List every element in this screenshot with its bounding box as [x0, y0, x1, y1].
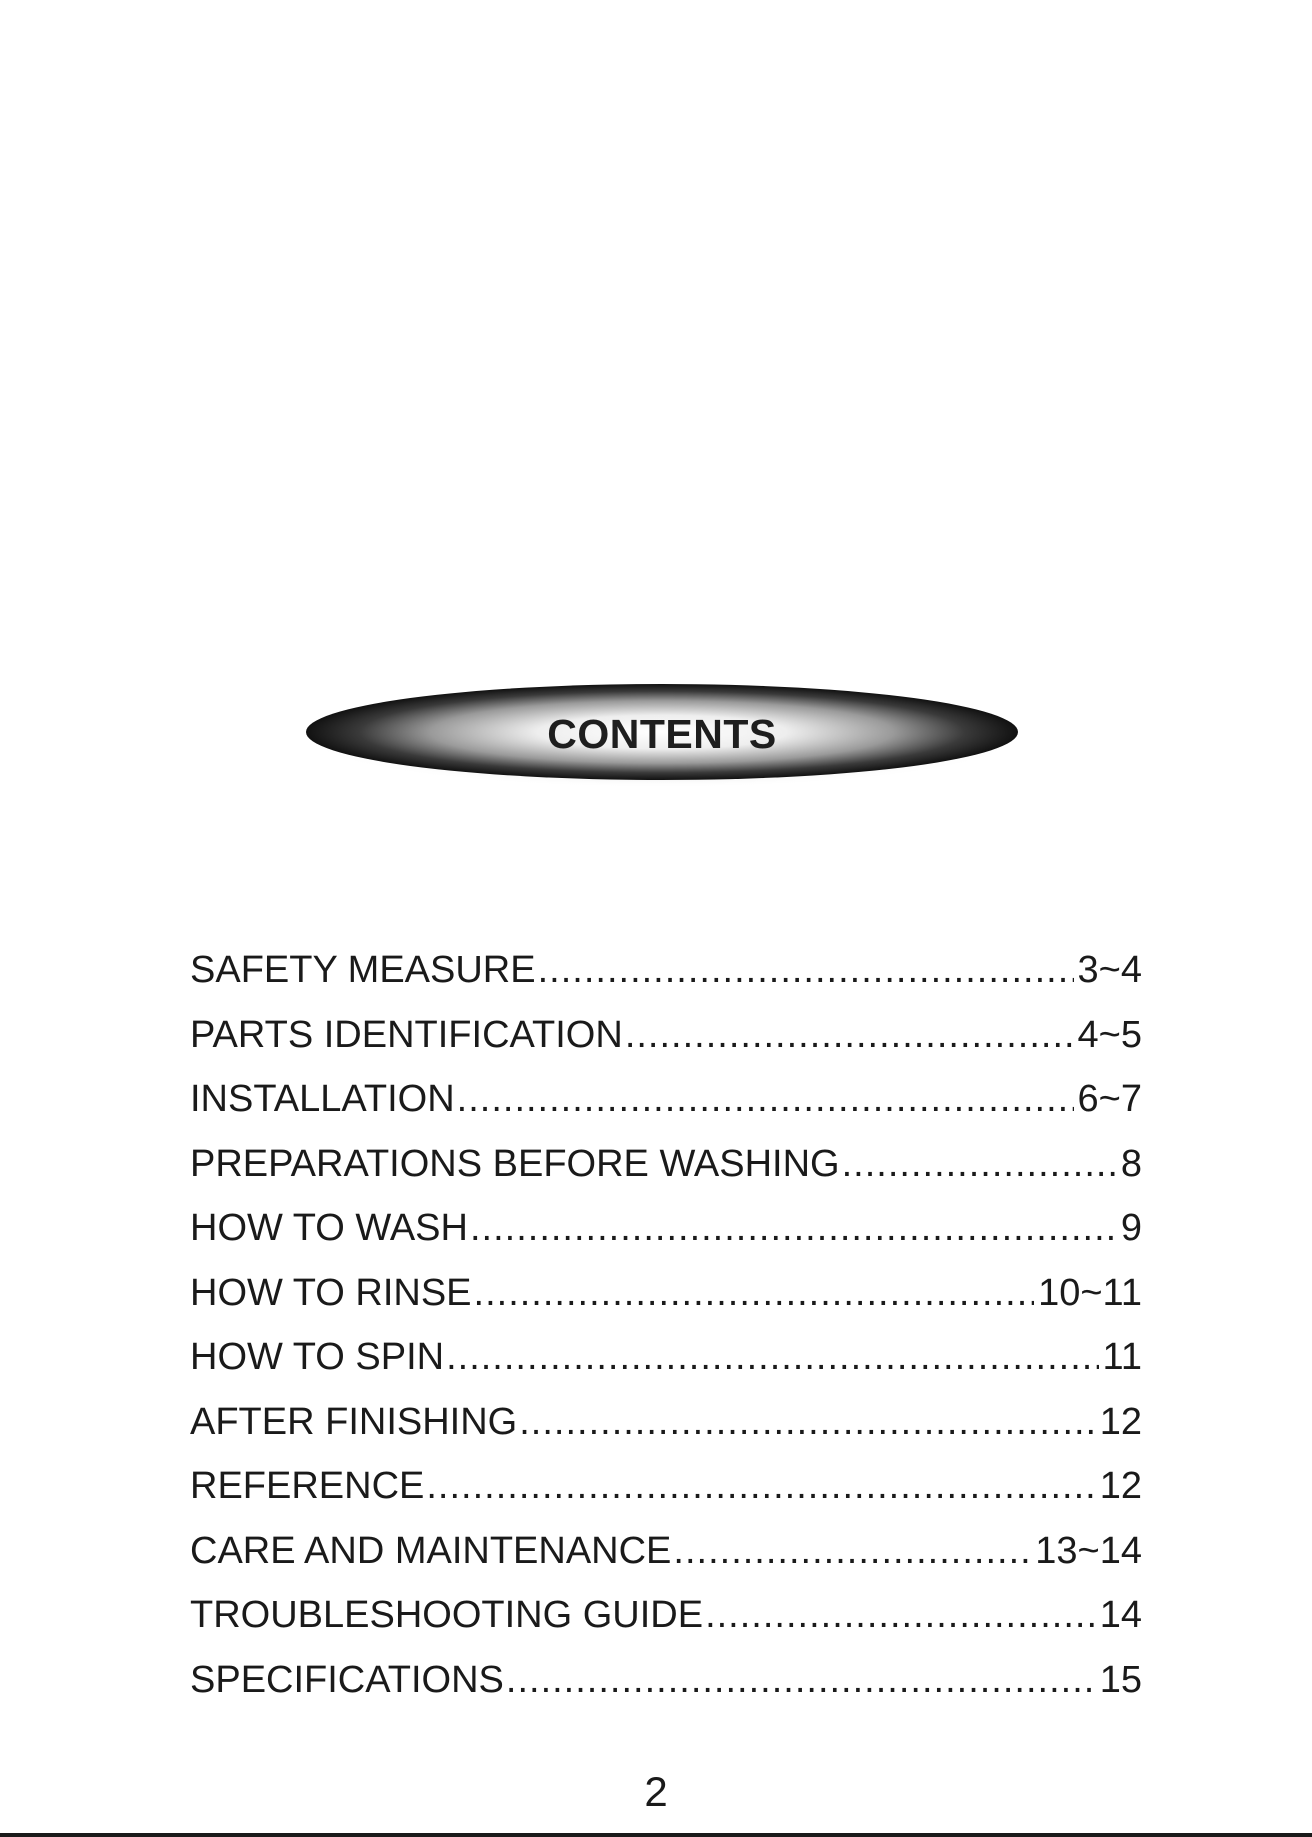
toc-entry-page: 9: [1120, 1207, 1142, 1249]
toc-entry-parts-identification[interactable]: [190, 1003, 1142, 1068]
toc-entry-title: HOW TO SPIN: [190, 1336, 445, 1378]
toc-dot-leader: [470, 1196, 1117, 1261]
toc-dot-leader: [625, 1003, 1074, 1068]
toc-entry-preparations-before-washing[interactable]: [190, 1132, 1142, 1197]
toc-dot-leader: [519, 1390, 1095, 1455]
toc-dot-leader: [673, 1519, 1031, 1584]
toc-entry-specifications[interactable]: [190, 1648, 1142, 1713]
toc-entry-how-to-spin[interactable]: [190, 1325, 1142, 1390]
bottom-divider: [0, 1833, 1312, 1837]
table-of-contents: [190, 938, 1142, 1712]
toc-entry-page: 13~14: [1035, 1529, 1142, 1572]
toc-entry-safety-measure[interactable]: [190, 938, 1142, 1003]
toc-entry-title: REFERENCE: [190, 1465, 425, 1507]
toc-entry-page: 11: [1102, 1336, 1142, 1378]
toc-dot-leader: [426, 1454, 1095, 1519]
toc-entry-care-and-maintenance[interactable]: [190, 1519, 1142, 1584]
toc-entry-page: 4~5: [1077, 1013, 1142, 1056]
toc-entry-page: 12: [1099, 1400, 1142, 1443]
toc-entry-title: TROUBLESHOOTING GUIDE: [190, 1594, 704, 1636]
toc-entry-title: INSTALLATION: [190, 1078, 455, 1120]
toc-dot-leader: [705, 1583, 1096, 1648]
page-title: CONTENTS: [547, 711, 777, 757]
toc-dot-leader: [446, 1325, 1098, 1390]
toc-entry-how-to-rinse[interactable]: [190, 1261, 1142, 1326]
contents-heading-banner: [302, 680, 1022, 788]
toc-dot-leader: [842, 1132, 1117, 1197]
toc-dot-leader: [474, 1261, 1035, 1326]
toc-entry-page: 3~4: [1077, 949, 1142, 991]
toc-entry-after-finishing[interactable]: [190, 1390, 1142, 1455]
toc-dot-leader: [538, 938, 1074, 1003]
toc-entry-title: PARTS IDENTIFICATION: [190, 1013, 623, 1056]
toc-entry-page: 6~7: [1077, 1078, 1142, 1120]
toc-entry-title: SAFETY MEASURE: [190, 949, 536, 991]
toc-entry-title: AFTER FINISHING: [190, 1400, 518, 1443]
toc-entry-title: CARE AND MAINTENANCE: [190, 1529, 672, 1572]
toc-entry-page: 12: [1099, 1465, 1142, 1507]
toc-entry-reference[interactable]: [190, 1454, 1142, 1519]
toc-entry-title: SPECIFICATIONS: [190, 1658, 504, 1701]
toc-dot-leader: [506, 1648, 1096, 1713]
page-number: 2: [644, 1768, 668, 1815]
toc-entry-title: PREPARATIONS BEFORE WASHING: [190, 1142, 840, 1185]
toc-entry-troubleshooting-guide[interactable]: [190, 1583, 1142, 1648]
toc-entry-page: 8: [1120, 1142, 1142, 1185]
toc-entry-title: HOW TO RINSE: [190, 1271, 472, 1314]
toc-dot-leader: [457, 1067, 1074, 1132]
toc-entry-how-to-wash[interactable]: [190, 1196, 1142, 1261]
toc-entry-title: HOW TO WASH: [190, 1207, 468, 1249]
toc-entry-page: 15: [1099, 1658, 1142, 1701]
toc-entry-page: 10~11: [1038, 1271, 1142, 1314]
toc-entry-installation[interactable]: [190, 1067, 1142, 1132]
toc-entry-page: 14: [1099, 1594, 1142, 1636]
